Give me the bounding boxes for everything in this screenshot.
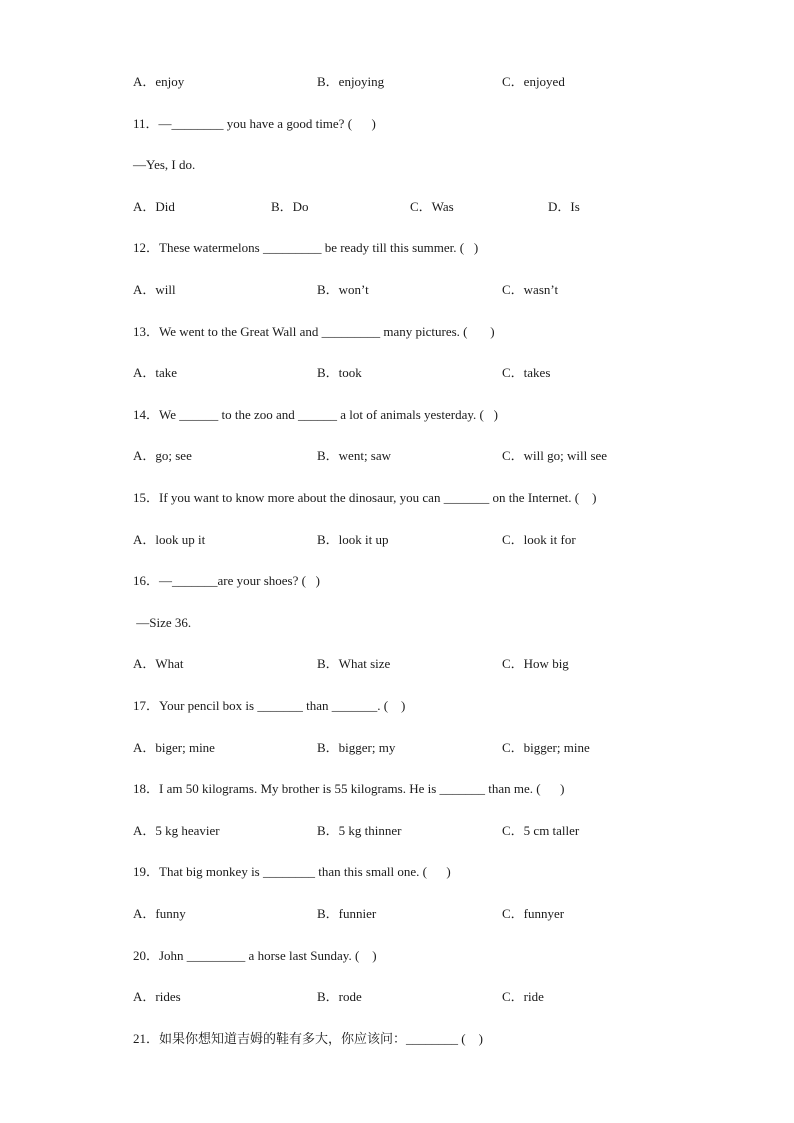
q13-option-b: B．took — [317, 365, 362, 380]
q11-option-c: C．Was — [410, 199, 454, 214]
q15-question: 15．If you want to know more about the dinosaur, you can _______ on the Internet. ( ) — [133, 490, 597, 505]
q17-question: 17．Your pencil box is _______ than _______. ( ) — [133, 698, 406, 713]
q21-question: 21．如果你想知道吉姆的鞋有多大，你应该问：________ ( ) — [133, 1031, 483, 1046]
q10-option-b: B．enjoying — [317, 74, 385, 89]
q14-option-a: A．go; see — [133, 448, 192, 463]
q10-option-c: C．enjoyed — [502, 74, 565, 89]
q12-option-b: B．won’t — [317, 282, 369, 297]
q10-option-a: A．enjoy — [133, 74, 185, 89]
q11-option-b: B．Do — [271, 199, 309, 214]
q14-option-b: B．went; saw — [317, 448, 392, 463]
q19-question: 19．That big monkey is ________ than this small one. ( ) — [133, 864, 451, 879]
q12-question: 12．These watermelons _________ be ready till this summer. ( ) — [133, 240, 479, 255]
q15-option-b: B．look it up — [317, 532, 389, 547]
q14-question: 14．We ______ to the zoo and ______ a lot of animals yesterday. ( ) — [133, 407, 498, 422]
q20-question: 20．John _________ a horse last Sunday. ( ) — [133, 948, 377, 963]
q14-option-c: C．will go; will see — [502, 448, 608, 463]
q20-option-a: A．rides — [133, 989, 181, 1004]
q20-option-c: C．ride — [502, 989, 544, 1004]
q18-option-c: C．5 cm taller — [502, 823, 580, 838]
q11-option-d: D．Is — [548, 199, 580, 214]
q12-option-c: C．wasn’t — [502, 282, 559, 297]
q18-option-a: A．5 kg heavier — [133, 823, 220, 838]
q15-option-a: A．look up it — [133, 532, 206, 547]
q11-option-a: A．Did — [133, 199, 175, 214]
q19-option-c: C．funnyer — [502, 906, 565, 921]
q16-option-c: C．How big — [502, 656, 569, 671]
q15-option-c: C．look it for — [502, 532, 576, 547]
q12-option-a: A．will — [133, 282, 176, 297]
q16-option-a: A．What — [133, 656, 184, 671]
q11-question: 11．—________ you have a good time? ( ) — [133, 116, 376, 131]
q17-option-c: C．bigger; mine — [502, 740, 590, 755]
q13-question: 13．We went to the Great Wall and _________ many pictures. ( ) — [133, 324, 495, 339]
q20-option-b: B．rode — [317, 989, 362, 1004]
q16-question: 16．—_______are your shoes? ( ) — [133, 573, 321, 588]
q19-option-a: A．funny — [133, 906, 186, 921]
q16-option-b: B．What size — [317, 656, 391, 671]
q13-option-a: A．take — [133, 365, 178, 380]
q17-option-b: B．bigger; my — [317, 740, 396, 755]
q18-question: 18．I am 50 kilograms. My brother is 55 kilograms. He is _______ than me. ( ) — [133, 781, 565, 796]
q18-option-b: B．5 kg thinner — [317, 823, 402, 838]
q19-option-b: B．funnier — [317, 906, 377, 921]
q17-option-a: A．biger; mine — [133, 740, 215, 755]
q11-reply: —Yes, I do. — [133, 157, 196, 172]
q13-option-c: C．takes — [502, 365, 551, 380]
q16-reply: —Size 36. — [133, 615, 192, 630]
